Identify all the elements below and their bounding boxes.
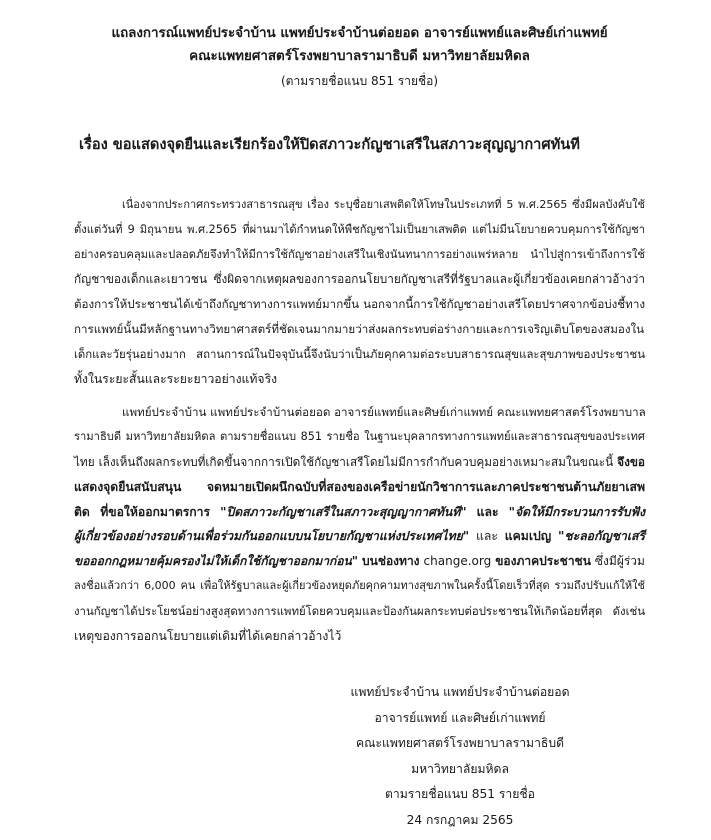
paragraph-2-line: เหตุของการออกนโยบายแต่เดิมที่ได้เคยกล่าวอ้างไว้: [74, 628, 342, 643]
paragraph-2-line: ลงชื่อแล้วกว่า 6,000 คน เพื่อให้รัฐบาลและผู้เกี่ยวข้องหยุดภัยคุกคามทางสุขภาพในครั้งนี้โดยเร็วที่สุด รวมถึงปรับแก้ให้ใช้: [74, 578, 645, 592]
paragraph-2-quote: "ปิดสภาวะกัญชาเสรีในสภาวะสุญญากาศทันที": [220, 504, 467, 519]
signature-line: ตามรายชื่อแนบ 851 รายชื่อ: [385, 787, 535, 801]
paragraph-2-quote: ขอออกกฎหมายคุ้มครองไม่ให้เด็กใช้กัญชาออกมาก่อน": [74, 554, 358, 569]
signature-date: 24 กรกฎาคม 2565: [406, 812, 514, 827]
change-org-text: change.org: [423, 554, 492, 569]
paragraph-2-bold-text: แคมเปญ: [504, 529, 552, 544]
paragraph-2-line: [74, 524, 645, 549]
signature-line: มหาวิทยาลัยมหิดล: [411, 761, 509, 776]
paragraph-1-line: ต้องการให้ประชาชนได้เข้าถึงกัญชาทางการแพทย์มากขึ้น นอกจากนี้การใช้กัญชาอย่างเสรีโดยปราศจากข้อบ่งชี้ทาง: [74, 297, 645, 312]
paragraph-1-line: ทั้งในระยะสั้นและระยะยาวอย่างแท้จริง: [74, 371, 278, 386]
paragraph-1-line: เนื่องจากประกาศกระทรวงสาธารณสุข เรื่อง ระบุชื่อยาเสพติดให้โทษในประเภทที่ 5 พ.ศ.2565 ซึ่งมีผลบังคับใช้: [122, 198, 645, 211]
paragraph-1: [74, 193, 645, 391]
paragraph-2-line: แพทย์ประจำบ้าน แพทย์ประจำบ้านต่อยอด อาจารย์แพทย์และศิษย์เก่าแพทย์ คณะแพทยศาสตร์โรงพยาบาล: [122, 405, 646, 420]
paragraph-2: [74, 400, 645, 648]
paragraph-2-line: [74, 450, 645, 475]
paragraph-2-line: [74, 549, 645, 574]
header-signatory-count: (ตามรายชื่อแนบ 851 รายชื่อ): [280, 74, 439, 88]
paragraph-2-line: แสดงจุดยืนสนับสนุน จดหมายเปิดผนึกฉบับที่สองของเครือข่ายนักวิชาการและภาคประชาชนต้านภัยยาเสพ: [74, 479, 645, 494]
document-header: [74, 0, 645, 93]
paragraph-2-line: [74, 500, 645, 525]
paragraph-2-quote: ผู้เกี่ยวข้องอย่างรอบด้านเพื่อร่วมกันออกแบบนโยบายกัญชาแห่งประเทศไทย": [74, 529, 470, 544]
paragraph-2-bold-text: และ: [476, 504, 499, 519]
header-title-line-2: คณะแพทยศาสตร์โรงพยาบาลรามาธิบดี มหาวิทยาลัยมหิดล: [189, 49, 530, 64]
paragraph-2-bold-text: ของภาคประชาชน: [495, 554, 591, 569]
paragraph-1-line: ตั้งแต่วันที่ 9 มิถุนายน พ.ศ.2565 ที่ผ่านมาได้กำหนดให้พืชกัญชาไม่เป็นยาเสพติด แต่ไม่มีนโยบายควบคุมการใช้กัญชา: [74, 222, 645, 236]
paragraph-1-line: กัญชาของเด็กและเยาวชน ซึ่งผิดจากเหตุผลของการออกนโยบายกัญชาเสรีที่รัฐบาลและผู้เกี่ยวข้องเคยกล่าวอ้างว่า: [74, 272, 645, 287]
signature-line: อาจารย์แพทย์ และศิษย์เก่าแพทย์: [374, 710, 546, 725]
signature-line: แพทย์ประจำบ้าน แพทย์ประจำบ้านต่อยอด: [350, 685, 570, 699]
paragraph-2-quote: "จัดให้มีกระบวนการรับฟัง: [508, 504, 646, 519]
paragraph-2-text: ไทย เล็งเห็นถึงผลกระทบที่เกิดขึ้นจากการเปิดใช้กัญชาเสรีโดยไม่มีการกำกับควบคุมอย่างเหมาะสมในขณะนี้: [74, 454, 614, 469]
signature-block: [330, 680, 590, 833]
paragraph-1-line: เด็กและวัยรุ่นอย่างมาก สถานการณ์ในปัจจุบันนี้จึงนับว่าเป็นภัยคุกคามต่อระบบสาธารณสุขและสุขภาพของประชาชน: [74, 346, 645, 361]
document-subject: เรื่อง ขอแสดงจุดยืนและเรียกร้องให้ปิดสภาวะกัญชาเสรีในสภาวะสุญญากาศทันที: [79, 136, 580, 153]
paragraph-2-quote: "ชะลอกัญชาเสรี: [558, 529, 646, 544]
paragraph-2-text: ซึ่งมีผู้ร่วม: [594, 554, 645, 569]
paragraph-2-line: รามาธิบดี มหาวิทยาลัยมหิดล ตามรายชื่อแนบ 851 รายชื่อ ในฐานะบุคลากรทางการแพทย์และสาธารณสุขของประเทศ: [74, 430, 645, 444]
paragraph-2-line: งานกัญชาได้ประโยชน์อย่างสูงสุดทางการแพทย์โดยควบคุมและป้องกันผลกระทบต่อประชาชนให้เกิดน้อยที่สุด ดังเช่น: [74, 603, 645, 618]
document-body: [74, 193, 645, 648]
paragraph-2-bold-text: จึงขอ: [617, 454, 645, 469]
signature-line: คณะแพทยศาสตร์โรงพยาบาลรามาธิบดี: [355, 736, 564, 750]
paragraph-1-line: อย่างครอบคลุมและปลอดภัยจึงทำให้มีการใช้กัญชาอย่างเสรีในเชิงนันทนาการอย่างแพร่หลาย นำไปสู่การเข้าถึงการใช้: [74, 247, 645, 261]
paragraph-2-bold-text: ติด ที่ขอให้ออกมาตรการ: [74, 504, 211, 519]
paragraph-2-text: และ: [476, 529, 498, 544]
header-title-line-1: แถลงการณ์แพทย์ประจำบ้าน แพทย์ประจำบ้านต่อยอด อาจารย์แพทย์และศิษย์เก่าแพทย์: [111, 26, 608, 41]
paragraph-2-bold-text: บนช่องทาง: [362, 554, 420, 569]
paragraph-1-line: การแพทย์นั้นมีหลักฐานทางวิทยาศาสตร์ที่ชัดเจนมากมายว่าส่งผลกระทบต่อร่างกายและการเจริญเติบโตของสมองใน: [74, 321, 645, 336]
